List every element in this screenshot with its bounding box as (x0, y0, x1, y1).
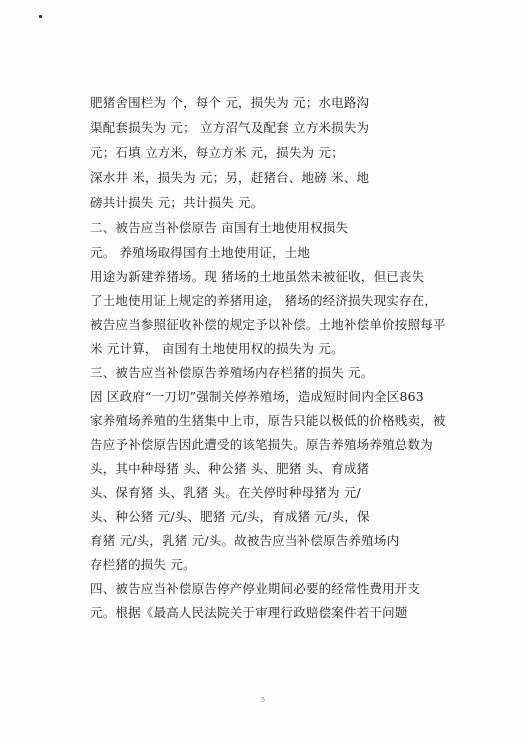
body-line: 深水井 米，损失为 元；另，赶猪台、地磅 米、地 (90, 171, 370, 185)
body-line: 四、被告应当补偿原告停产停业期间必要的经常性费用开支 (90, 582, 421, 596)
body-line: 三、被告应当补偿原告养殖场内存栏猪的损失 元。 (90, 366, 374, 380)
scan-speck (39, 15, 42, 18)
body-line: 育猪 元/头，乳猪 元/头。故被告应当补偿原告养殖场内 (90, 534, 400, 548)
body-line: 元。 养殖场取得国有土地使用证，土地 (90, 246, 311, 260)
body-line: 头、保育猪 头、乳猪 头。在关停时种母猪为 元/ (90, 486, 361, 500)
body-line: 了土地使用证上规定的养猪用途， 猪场的经济损失现实存在， (90, 294, 438, 308)
body-line: 因 区政府“一刀切”强制关停养殖场，造成短时间内全区863 (90, 390, 424, 404)
body-line: 肥猪舍围栏为 个，每个 元，损失为 元；水电路沟 (90, 96, 370, 110)
body-line: 用途为新建养猪场。现 猪场的土地虽然未被征收，但已丧失 (90, 270, 425, 284)
body-line: 渠配套损失为 元； 立方沼气及配套 立方米损失为 (90, 121, 370, 135)
body-line: 米 元计算， 亩国有土地使用权的损失为 元。 (90, 342, 344, 356)
body-line: 告应予补偿原告因此遭受的该笔损失。原告养殖场养殖总数为 (90, 438, 433, 452)
body-line: 头，其中种母猪 头、种公猪 头、肥猪 头、育成猪 (90, 462, 370, 476)
body-line: 被告应当参照征收补偿的规定予以补偿。土地补偿单价按照每平 (90, 318, 446, 332)
body-line: 元；石填 立方米，每立方米 元，损失为 元； (90, 146, 344, 160)
body-line: 二、被告应当补偿原告 亩国有土地使用权损失 (90, 221, 349, 235)
body-line: 头、种公猪 元/头、肥猪 元/头，育成猪 元/头，保 (90, 510, 370, 524)
body-line: 磅共计损失 元；共计损失 元。 (90, 196, 264, 210)
page-number: 5 (261, 697, 265, 704)
body-line: 家养殖场养殖的生猪集中上市，原告只能以极低的价格贱卖，被 (90, 414, 446, 428)
body-line: 元。根据《最高人民法院关于审理行政赔偿案件若干问题 (90, 606, 408, 620)
body-line: 存栏猪的损失 元。 (90, 558, 196, 572)
